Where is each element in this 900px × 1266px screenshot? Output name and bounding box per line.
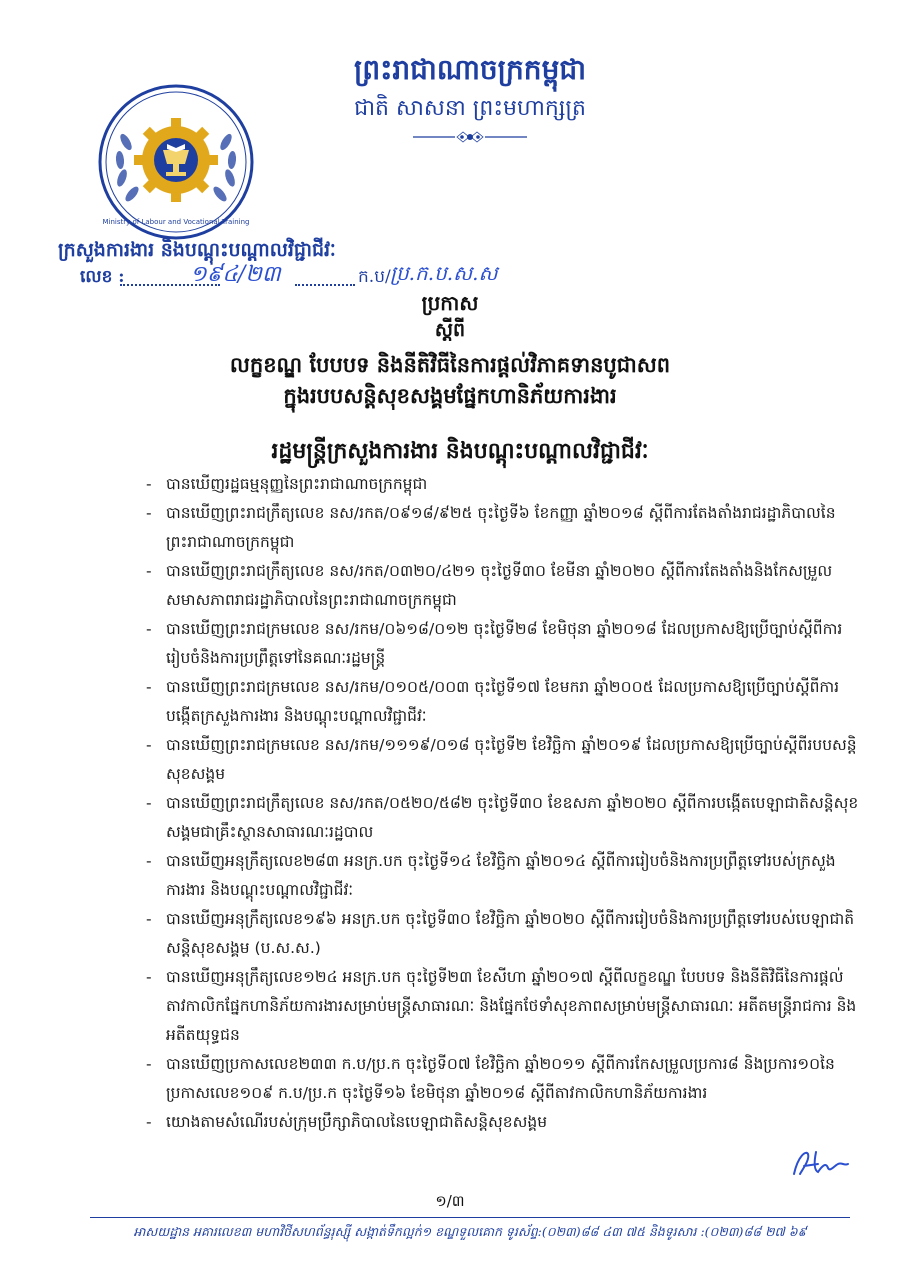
recital-item: - បានឃើញប្រកាសលេខ២៣៣ ក.ប/ប្រ.ក ចុះថ្ងៃទី០៧ ខែវិច្ឆិកា ឆ្នាំ២០១១ ស្តីពីការកែសម្រួលប្រការ៨ និងប្រការ១០នៃប្រកាសលេខ១០៩ ក.ប/ប្រ.ក ចុះថ្ងៃទី១៦ ខែមិថុនា ឆ្នាំ២០១៨ ស្តីពីតាវកាលិកហានិភ័យការងារ [140, 1050, 860, 1108]
kingdom-title: ព្រះរាជាណាចក្រកម្ពុជា [353, 53, 586, 86]
document-subject-line-1: លក្ខខណ្ឌ បែបបទ និងនីតិវិធីនៃការផ្តល់វិភាគទានបូជាសព [229, 352, 671, 377]
page-number: ១/៣ [435, 1192, 465, 1210]
reference-code: ក.ប/ [358, 267, 391, 287]
national-motto: ជាតិ សាសនា ព្រះមហាក្សត្រ [354, 96, 586, 121]
ornament-divider-icon [405, 130, 535, 144]
recital-item: - បានឃើញអនុក្រឹត្យលេខ១៩៦ អនក្រ.បក ចុះថ្ងៃទី៣០ ខែវិច្ឆិកា ឆ្នាំ២០២០ ស្តីពីការរៀបចំនិងការប្រព្រឹត្តទៅរបស់បេឡាជាតិសន្តិសុខសង្គម (ប.ស.ស.) [140, 905, 860, 963]
dotted-line [295, 284, 355, 286]
reference-number-row [80, 261, 498, 292]
minister-heading: រដ្ឋមន្ត្រីក្រសួងការងារ និងបណ្តុះបណ្តាលវិជ្ជាជីវៈ [271, 438, 649, 464]
recital-item: - បានឃើញរដ្ឋធម្មនុញ្ញនៃព្រះរាជាណាចក្រកម្ពុជា [140, 470, 860, 499]
ministry-seal-icon [96, 82, 256, 242]
recital-item: - បានឃើញព្រះរាជក្រមលេខ នស/រកម/០៦១៨/០១២ ចុះថ្ងៃទី២៨ ខែមិថុនា ឆ្នាំ២០១៨ ដែលប្រកាសឱ្យប្រើច្បាប់ស្តីពីការរៀបចំនិងការប្រព្រឹត្តទៅនៃគណៈរដ្ឋមន្ត្រី [140, 615, 860, 673]
ministry-name: ក្រសួងការងារ និងបណ្តុះបណ្តាលវិជ្ជាជីវៈ [58, 239, 336, 261]
reference-label: លេខ : [80, 267, 125, 287]
svg-text:Ministry of Labour and Vocatio: Ministry of Labour and Vocational Training [102, 218, 250, 226]
document-type: ប្រកាស [421, 291, 479, 315]
recital-item: - បានឃើញព្រះរាជក្រឹត្យលេខ នស/រកត/០៥២០/៥៨២ ចុះថ្ងៃទី៣០ ខែឧសភា ឆ្នាំ២០២០ ស្តីពីការបង្កើតបេឡាជាតិសន្តិសុខសង្គមជាគ្រឹះស្ថានសាធារណៈរដ្ឋបាល [140, 789, 860, 847]
document-subject-line-2: ក្នុងរបបសន្តិសុខសង្គមផ្នែកហានិភ័យការងារ [283, 383, 617, 408]
footer-divider [90, 1217, 850, 1218]
recital-list [140, 470, 860, 1137]
recital-item: - បានឃើញព្រះរាជក្រឹត្យលេខ នស/រកត/០៩១៨/៩២៥ ចុះថ្ងៃទី៦ ខែកញ្ញា ឆ្នាំ២០១៨ ស្តីពីការតែងតាំងរាជរដ្ឋាភិបាលនៃព្រះរាជាណាចក្រកម្ពុជា [140, 499, 860, 557]
recital-item: - បានឃើញព្រះរាជក្រឹត្យលេខ នស/រកត/០៣២០/៤២១ ចុះថ្ងៃទី៣០ ខែមីនា ឆ្នាំ២០២០ ស្តីពីការតែងតាំងនិងកែសម្រួលសមាសភាពរាជរដ្ឋាភិបាលនៃព្រះរាជាណាចក្រកម្ពុជា [140, 557, 860, 615]
recital-item: - បានឃើញអនុក្រឹត្យលេខ២៨៣ អនក្រ.បក ចុះថ្ងៃទី១៤ ខែវិច្ឆិកា ឆ្នាំ២០១៤ ស្តីពីការរៀបចំនិងការប្រព្រឹត្តទៅរបស់ក្រសួងការងារ និងបណ្តុះបណ្តាលវិជ្ជាជីវៈ [140, 847, 860, 905]
reference-suffix: ប្រ.ក.ប.ស.ស [390, 261, 498, 285]
recital-item: - យោងតាមសំណើរបស់ក្រុមប្រឹក្សាភិបាលនៃបេឡាជាតិសន្តិសុខសង្គម [140, 1108, 860, 1137]
footer-address: អាសយដ្ឋាន អគារលេខ៣ មហាវិថីសហព័ន្ធរុស្ស៊ី សង្កាត់ទឹកល្អក់១ ខណ្ឌទួលគោក ទូរស័ព្ទ:(០២៣)៨៨ ៤៣ ៧៥ និងទូរសារ :(០២៣)៨៨ ២៧ ៦៩ [133, 1224, 807, 1239]
recital-item: - បានឃើញព្រះរាជក្រមលេខ នស/រកម/០១០៥/០០៣ ចុះថ្ងៃទី១៧ ខែមករា ឆ្នាំ២០០៥ ដែលប្រកាសឱ្យប្រើច្បាប់ស្តីពីការបង្កើតក្រសួងការងារ និងបណ្តុះបណ្តាលវិជ្ជាជីវៈ [140, 673, 860, 731]
reference-number: ១៩៤/២៣ [190, 262, 281, 287]
recital-item: - បានឃើញព្រះរាជក្រមលេខ នស/រកម/១១១៩/០១៨ ចុះថ្ងៃទី២ ខែវិច្ឆិកា ឆ្នាំ២០១៩ ដែលប្រកាសឱ្យប្រើច្បាប់ស្តីពីរបបសន្តិសុខសង្គម [140, 731, 860, 789]
recital-item: - បានឃើញអនុក្រឹត្យលេខ១២៤ អនក្រ.បក ចុះថ្ងៃទី២៣ ខែសីហា ឆ្នាំ២០១៧ ស្តីពីលក្ខខណ្ឌ បែបបទ និងនីតិវិធីនៃការផ្តល់តាវកាលិកផ្នែកហានិភ័យការងារសម្រាប់មន្ត្រីសាធារណៈ និងផ្នែកថែទាំសុខភាពសម្រាប់មន្ត្រីសាធារណៈ អតីតមន្ត្រីរាជការ និងអតីតយុទ្ធជន [140, 963, 860, 1050]
document-about: ស្តីពី [434, 319, 466, 341]
handwritten-initials-icon [788, 1144, 858, 1184]
